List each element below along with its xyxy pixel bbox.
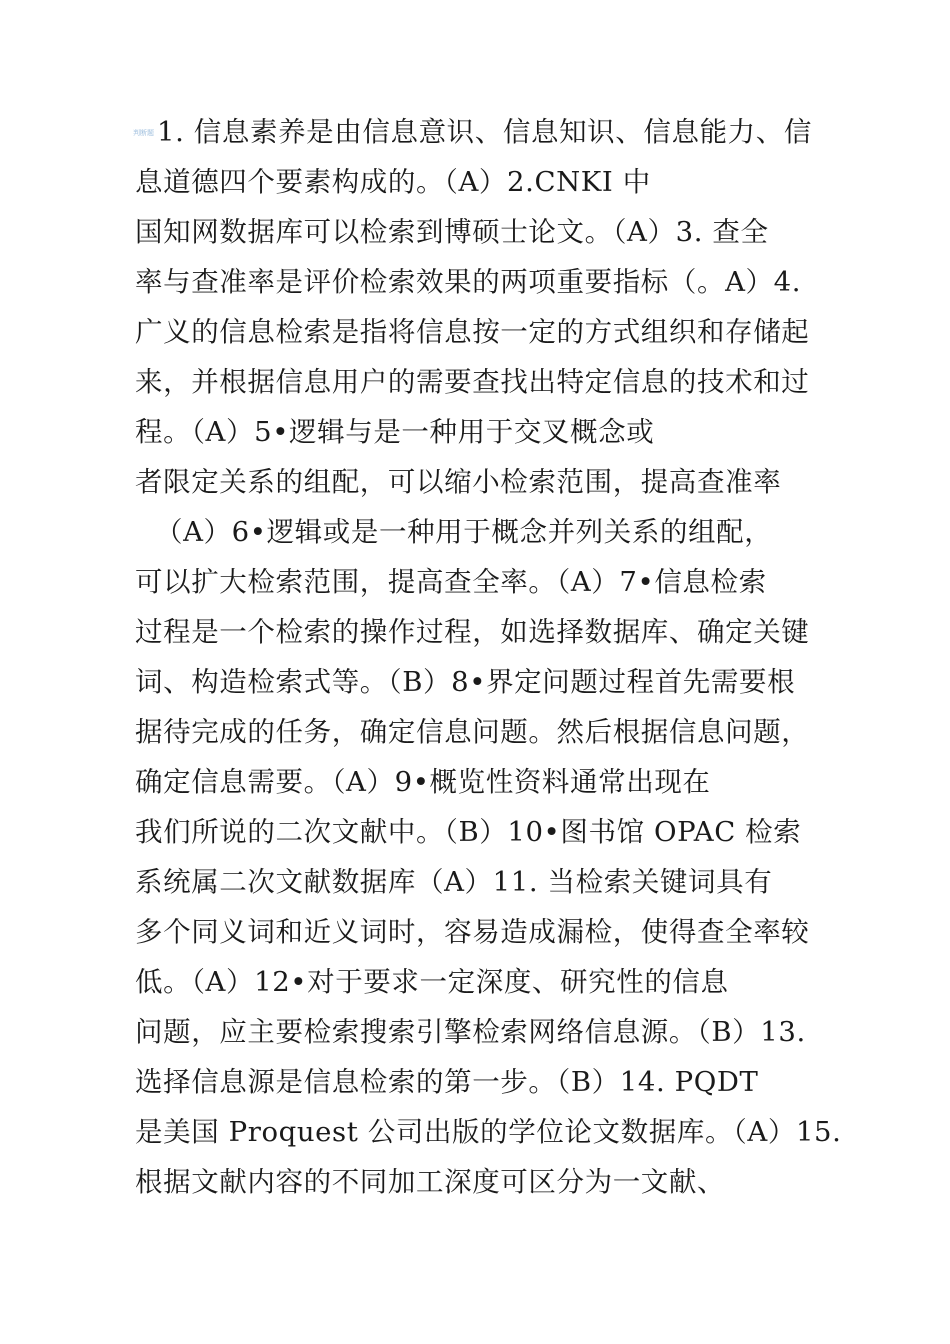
text-line: 息道德四个要素构成的。（A）2.CNKI 中 [135,166,651,198]
text-line: （A）6•逻辑或是一种用于概念并列关系的组配， [155,516,773,548]
text-line: 据待完成的任务，确定信息问题。然后根据信息问题， [135,716,810,748]
section-tag: 判断题 [133,129,154,137]
text-line: 国知网数据库可以检索到博硕士论文。（A）3. 查全 [135,216,769,248]
document-body [135,107,842,1207]
text-line: 可以扩大检索范围，提高查全率。（A）7•信息检索 [135,566,767,598]
text-line: 多个同义词和近义词时，容易造成漏检，使得查全率较 [135,916,810,948]
text-line: 是美国 Proquest 公司出版的学位论文数据库。（A）15. [135,1116,842,1148]
text-line: 低。（A）12•对于要求一定深度、研究性的信息 [135,966,729,998]
text-line: 问题，应主要检索搜索引擎检索网络信息源。（B）13. [135,1016,806,1048]
text-line: 过程是一个检索的操作过程，如选择数据库、确定关键 [135,616,810,648]
text-line: 程。（A）5•逻辑与是一种用于交叉概念或 [135,416,655,448]
text-line: 1. 信息素养是由信息意识、信息知识、信息能力、信 [157,116,812,148]
text-line: 我们所说的二次文献中。（B）10•图书馆 OPAC 检索 [135,816,802,848]
text-line: 率与查准率是评价检索效果的两项重要指标（。A）4. [135,266,802,298]
text-line: 来，并根据信息用户的需要查找出特定信息的技术和过 [135,366,810,398]
text-line: 系统属二次文献数据库（A）11. 当检索关键词具有 [135,866,773,898]
text-line: 广义的信息检索是指将信息按一定的方式组织和存储起 [135,316,810,348]
text-line: 者限定关系的组配，可以缩小检索范围，提高查准率 [135,466,782,498]
text-line: 根据文献内容的不同加工深度可区分为一文献、 [135,1166,726,1198]
text-line: 确定信息需要。（A）9•概览性资料通常出现在 [135,766,711,798]
text-line: 选择信息源是信息检索的第一步。（B）14. PQDT [135,1066,759,1098]
text-line: 词、构造检索式等。（B）8•界定问题过程首先需要根 [135,666,796,698]
